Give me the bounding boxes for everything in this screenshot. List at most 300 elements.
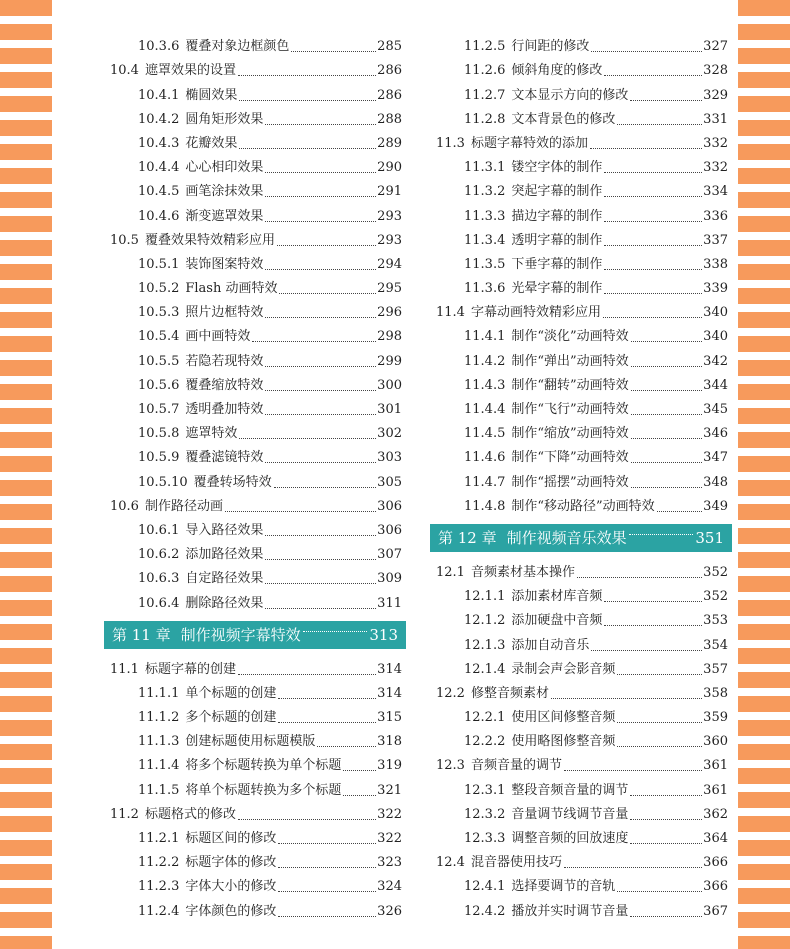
page-number: 302 <box>377 426 402 442</box>
section-number: 10.6.1 <box>138 522 180 538</box>
page-number: 364 <box>703 831 728 846</box>
section-number: 11.3.1 <box>464 160 506 176</box>
section-title: 画笔涂抹效果 <box>185 184 264 200</box>
leader-dots <box>265 582 376 584</box>
leader-dots <box>291 50 376 52</box>
section-number: 11.4.5 <box>464 426 506 442</box>
leader-dots <box>591 649 702 651</box>
section-number: 10.4.2 <box>138 111 180 127</box>
page-number: 367 <box>703 903 728 919</box>
page-number: 326 <box>377 903 402 919</box>
section-number: 12.2 <box>436 685 465 701</box>
page-number: 307 <box>377 547 402 563</box>
leader-dots <box>631 437 703 439</box>
section-title: 花瓣效果 <box>185 135 238 151</box>
toc-entry[interactable] <box>110 321 402 345</box>
leader-dots <box>265 413 376 415</box>
section-title: 将多个标题转换为单个标题 <box>185 758 342 774</box>
page-number: 353 <box>703 613 728 629</box>
page-number: 344 <box>703 377 728 393</box>
page-number: 286 <box>377 87 402 103</box>
leader-dots <box>604 171 702 173</box>
toc-entry[interactable] <box>110 104 402 128</box>
page-number: 305 <box>377 474 402 490</box>
leader-dots <box>629 534 694 535</box>
page-number: 358 <box>703 685 728 701</box>
section-number: 10.5.3 <box>138 305 180 321</box>
leader-dots <box>225 510 376 512</box>
toc-entry[interactable] <box>436 702 728 726</box>
section-title: 文本显示方向的修改 <box>511 87 629 103</box>
toc-entry[interactable] <box>110 273 402 297</box>
section-number: 12.3 <box>436 758 465 774</box>
toc-entry[interactable] <box>110 871 402 895</box>
section-number: 10.5.4 <box>138 329 180 345</box>
toc-entry[interactable] <box>436 418 728 442</box>
toc-entry[interactable] <box>436 249 728 273</box>
page-number: 309 <box>377 571 402 587</box>
toc-left-column <box>110 31 402 920</box>
section-title: 画中画特效 <box>185 329 251 345</box>
section-title: 整段音频音量的调节 <box>511 782 629 798</box>
page-number: 357 <box>703 661 728 677</box>
section-title: 制作“摇摆”动画特效 <box>511 474 629 490</box>
page-number: 299 <box>377 353 402 369</box>
toc-entry[interactable] <box>436 297 728 321</box>
page-number: 306 <box>377 498 402 514</box>
section-number: 11.2.3 <box>138 879 180 895</box>
page-number: 286 <box>377 63 402 79</box>
section-number: 11.4.8 <box>464 498 506 514</box>
section-number: 11.1.1 <box>138 685 180 701</box>
leader-dots <box>630 818 702 820</box>
chapter-page: 351 <box>695 528 724 547</box>
toc-entry[interactable] <box>436 871 728 895</box>
toc-entry[interactable] <box>110 79 402 103</box>
leader-dots <box>631 486 703 488</box>
section-title: 光晕字幕的制作 <box>511 281 603 297</box>
page-number: 324 <box>377 879 402 895</box>
section-number: 10.4.1 <box>138 87 180 103</box>
page-number: 340 <box>703 305 728 321</box>
leader-dots <box>604 220 702 222</box>
leader-dots <box>239 99 376 101</box>
leader-dots <box>604 244 702 246</box>
leader-dots <box>265 171 376 173</box>
page-number: 327 <box>703 39 728 55</box>
section-number: 12.1.4 <box>464 661 506 677</box>
section-title: 标题区间的修改 <box>185 831 277 846</box>
section-number: 11.4.1 <box>464 329 506 345</box>
section-number: 11.3.2 <box>464 184 506 200</box>
toc-entry[interactable] <box>436 225 728 249</box>
section-number: 12.4 <box>436 855 465 871</box>
chapter-title: 制作视频音乐效果 <box>506 529 627 548</box>
leader-dots <box>617 673 702 675</box>
page-number: 311 <box>377 595 402 611</box>
toc-entry[interactable] <box>110 515 402 539</box>
leader-dots <box>278 721 376 723</box>
toc-entry[interactable] <box>436 394 728 418</box>
section-title: 遮罩效果的设置 <box>144 63 236 79</box>
page-number: 361 <box>703 782 728 798</box>
toc-entry[interactable] <box>436 442 728 466</box>
page-number: 352 <box>703 589 728 605</box>
leader-dots <box>265 220 376 222</box>
page-number: 345 <box>703 402 728 417</box>
page-number: 346 <box>703 426 728 442</box>
page-number: 331 <box>703 111 728 127</box>
section-number: 10.6.3 <box>138 571 180 587</box>
leader-dots <box>630 842 702 844</box>
page-number: 314 <box>377 661 402 677</box>
toc-entry[interactable] <box>110 345 402 369</box>
toc-entry[interactable] <box>110 31 402 55</box>
leader-dots <box>564 866 702 868</box>
leader-dots <box>265 461 376 463</box>
section-number: 11.3.6 <box>464 281 506 297</box>
section-number: 11.2.2 <box>138 855 180 871</box>
leader-dots <box>604 268 702 270</box>
page-number: 349 <box>703 498 728 514</box>
leader-dots <box>265 558 376 560</box>
section-number: 11.2.6 <box>464 63 506 79</box>
page-number: 291 <box>377 184 402 200</box>
leader-dots <box>278 866 376 868</box>
leader-dots <box>631 340 703 342</box>
page-number: 290 <box>377 160 402 176</box>
page-number: 337 <box>703 232 728 248</box>
toc-entry[interactable] <box>436 629 728 653</box>
toc-entry[interactable] <box>436 31 728 55</box>
toc-entry[interactable] <box>436 466 728 490</box>
page-number: 329 <box>703 87 728 103</box>
leader-dots <box>631 413 703 415</box>
toc-entry[interactable] <box>110 152 402 176</box>
page-number: 295 <box>377 281 402 297</box>
section-number: 11.4.7 <box>464 474 506 490</box>
leader-dots <box>591 50 702 52</box>
toc-entry[interactable] <box>436 79 728 103</box>
leader-dots <box>590 147 702 149</box>
toc-entry[interactable] <box>110 297 402 321</box>
page-number: 319 <box>377 758 402 774</box>
toc-entry[interactable] <box>110 225 402 249</box>
section-number: 11.2.7 <box>464 87 506 103</box>
section-title: 若隐若现特效 <box>185 353 264 369</box>
section-title: 标题字幕特效的添加 <box>470 135 588 151</box>
leader-dots <box>617 745 702 747</box>
toc-entry[interactable] <box>436 654 728 678</box>
toc-entry[interactable] <box>110 370 402 394</box>
leader-dots <box>564 769 702 771</box>
section-title: 制作“下降”动画特效 <box>511 450 629 466</box>
toc-entry[interactable] <box>110 726 402 750</box>
page-number: 340 <box>703 329 728 345</box>
section-title: 标题字体的修改 <box>185 855 277 871</box>
section-number: 10.5.7 <box>138 402 180 417</box>
toc-entry[interactable] <box>436 370 728 394</box>
section-title: 制作“移动路径”动画特效 <box>511 498 655 514</box>
section-title: 添加自动音乐 <box>511 637 590 653</box>
page-number: 298 <box>377 329 402 345</box>
section-number: 10.6 <box>110 498 139 514</box>
chapter-heading[interactable] <box>430 524 732 552</box>
toc-entry[interactable] <box>436 104 728 128</box>
toc-entry[interactable] <box>110 128 402 152</box>
page-number: 314 <box>377 685 402 701</box>
section-number: 11.3.3 <box>464 208 506 224</box>
section-title: 制作“弹出”动画特效 <box>511 353 629 369</box>
section-title: 覆叠效果特效精彩应用 <box>144 232 275 248</box>
section-title: 音频素材基本操作 <box>470 564 575 580</box>
toc-entry[interactable] <box>110 563 402 587</box>
page-number: 360 <box>703 734 728 750</box>
section-number: 10.5.5 <box>138 353 180 369</box>
section-title: 使用略图修整音频 <box>511 734 616 750</box>
section-number: 12.1.2 <box>464 613 506 629</box>
leader-dots <box>265 316 376 318</box>
toc-right-column <box>436 31 728 920</box>
chapter-number: 第 12 章 <box>438 529 497 548</box>
toc-entry[interactable] <box>110 176 402 200</box>
toc-entry[interactable] <box>110 702 402 726</box>
leader-dots <box>239 437 376 439</box>
section-number: 12.2.2 <box>464 734 506 750</box>
leader-dots <box>604 292 702 294</box>
leader-dots <box>278 697 376 699</box>
section-title: 修整音频素材 <box>470 685 549 701</box>
section-number: 10.4.3 <box>138 135 180 151</box>
leader-dots <box>604 74 702 76</box>
toc-entry[interactable] <box>436 847 728 871</box>
toc-entry[interactable] <box>436 823 728 847</box>
toc-entry[interactable] <box>436 321 728 345</box>
page-number: 288 <box>377 111 402 127</box>
toc-entry[interactable] <box>110 491 402 515</box>
toc-entry[interactable] <box>436 557 728 581</box>
toc-entry[interactable] <box>436 152 728 176</box>
section-title: 音量调节线调节音量 <box>511 806 629 822</box>
section-number: 12.3.1 <box>464 782 506 798</box>
leader-dots <box>265 607 376 609</box>
toc-entry[interactable] <box>436 176 728 200</box>
toc-entry[interactable] <box>436 750 728 774</box>
section-title: 装饰图案特效 <box>185 256 264 272</box>
leader-dots <box>657 510 703 512</box>
leader-dots <box>265 123 376 125</box>
section-number: 11.1.2 <box>138 710 180 726</box>
page-number: 303 <box>377 450 402 466</box>
toc-entry[interactable] <box>110 539 402 563</box>
page-number: 332 <box>703 160 728 176</box>
toc-entry[interactable] <box>110 750 402 774</box>
section-title: 将单个标题转换为多个标题 <box>185 782 342 798</box>
leader-dots <box>303 631 368 632</box>
section-title: 字体大小的修改 <box>185 879 277 895</box>
page-number: 348 <box>703 474 728 490</box>
section-title: 照片边框特效 <box>185 305 264 321</box>
section-title: 镂空字体的制作 <box>511 160 603 176</box>
section-title: 标题字幕的创建 <box>144 661 236 677</box>
leader-dots <box>631 461 703 463</box>
page-number: 323 <box>377 855 402 871</box>
leader-dots <box>265 534 376 536</box>
page-number: 306 <box>377 522 402 538</box>
section-number: 10.4.4 <box>138 160 180 176</box>
section-title: 自定路径效果 <box>185 571 264 587</box>
section-number: 11.1.5 <box>138 782 180 798</box>
page-number: 315 <box>377 710 402 726</box>
page-number: 334 <box>703 184 728 200</box>
section-title: 字体颜色的修改 <box>185 903 277 919</box>
section-title: 调整音频的回放速度 <box>511 831 629 846</box>
leader-dots <box>252 340 376 342</box>
toc-entry[interactable] <box>110 418 402 442</box>
page-number: 285 <box>377 39 402 55</box>
section-number: 11.2.8 <box>464 111 506 127</box>
toc-entry[interactable] <box>110 823 402 847</box>
page-number: 294 <box>377 256 402 272</box>
toc-entry[interactable] <box>110 55 402 79</box>
section-number: 11.2.4 <box>138 903 180 919</box>
toc-entry[interactable] <box>436 678 728 702</box>
leader-dots <box>617 123 702 125</box>
page-number: 352 <box>703 564 728 580</box>
section-title: 心心相印效果 <box>185 160 264 176</box>
section-title: 添加素材库音频 <box>511 589 603 605</box>
section-title: 突起字幕的制作 <box>511 184 603 200</box>
leader-dots <box>278 842 376 844</box>
page-number: 328 <box>703 63 728 79</box>
section-title: 删除路径效果 <box>185 595 264 611</box>
section-title: 标题格式的修改 <box>144 806 236 822</box>
section-number: 11.4.3 <box>464 377 506 393</box>
leader-dots <box>604 624 702 626</box>
leader-dots <box>604 195 702 197</box>
section-number: 12.1 <box>436 564 465 580</box>
section-number: 12.3.2 <box>464 806 506 822</box>
section-title: 下垂字幕的制作 <box>511 256 603 272</box>
leader-dots <box>274 486 377 488</box>
section-title: 文本背景色的修改 <box>511 111 616 127</box>
section-number: 12.4.2 <box>464 903 506 919</box>
right-stripe-border <box>738 0 790 949</box>
page-number: 318 <box>377 734 402 750</box>
page-number: 359 <box>703 710 728 726</box>
section-number: 12.3.3 <box>464 831 506 846</box>
leader-dots <box>265 195 376 197</box>
section-number: 10.5.8 <box>138 426 180 442</box>
toc-entry[interactable] <box>436 605 728 629</box>
toc-entry[interactable] <box>110 774 402 798</box>
section-number: 11.1 <box>110 661 139 677</box>
toc-entry[interactable] <box>436 726 728 750</box>
section-title: 覆叠转场特效 <box>193 474 272 490</box>
toc-entry[interactable] <box>436 55 728 79</box>
section-title: 圆角矩形效果 <box>185 111 264 127</box>
section-title: 音频音量的调节 <box>470 758 562 774</box>
section-number: 11.1.4 <box>138 758 180 774</box>
page-number: 361 <box>703 758 728 774</box>
toc-entry[interactable] <box>110 466 402 490</box>
section-title: 行间距的修改 <box>511 39 590 55</box>
section-title: 选择要调节的音轨 <box>511 879 616 895</box>
toc-entry[interactable] <box>436 491 728 515</box>
toc-entry[interactable] <box>436 128 728 152</box>
toc-entry[interactable] <box>110 442 402 466</box>
left-stripe-border <box>0 0 52 949</box>
section-title: 覆叠对象边框颜色 <box>185 39 290 55</box>
section-number: 11.3.4 <box>464 232 506 248</box>
section-number: 11.4.2 <box>464 353 506 369</box>
section-title: 字幕动画特效精彩应用 <box>470 305 601 321</box>
toc-entry[interactable] <box>110 847 402 871</box>
leader-dots <box>617 721 702 723</box>
section-number: 11.4.4 <box>464 402 506 417</box>
section-title: 渐变遮罩效果 <box>185 208 264 224</box>
section-number: 11.1.3 <box>138 734 180 750</box>
chapter-number: 第 11 章 <box>112 626 171 644</box>
leader-dots <box>617 890 702 892</box>
leader-dots <box>630 99 702 101</box>
page-number: 293 <box>377 232 402 248</box>
page-number: 354 <box>703 637 728 653</box>
toc-entry[interactable] <box>436 774 728 798</box>
chapter-heading[interactable] <box>104 621 406 649</box>
section-number: 10.4.6 <box>138 208 180 224</box>
toc-entry[interactable] <box>110 587 402 611</box>
section-number: 11.2.5 <box>464 39 506 55</box>
toc-entry[interactable] <box>436 581 728 605</box>
toc-entry[interactable] <box>110 200 402 224</box>
toc-entry[interactable] <box>110 654 402 678</box>
section-title: 单个标题的创建 <box>185 685 277 701</box>
section-title: 制作路径动画 <box>144 498 223 514</box>
page-number: 336 <box>703 208 728 224</box>
section-number: 10.4 <box>110 63 139 79</box>
section-title: 透明叠加特效 <box>185 402 264 417</box>
page-number: 366 <box>703 879 728 895</box>
toc-entry[interactable] <box>436 200 728 224</box>
section-number: 10.5.6 <box>138 377 180 393</box>
leader-dots <box>630 794 702 796</box>
chapter-title: 制作视频字幕特效 <box>180 626 301 644</box>
toc-entry[interactable] <box>436 799 728 823</box>
toc-entry[interactable] <box>110 678 402 702</box>
section-title: 制作“翻转”动画特效 <box>511 377 629 393</box>
section-number: 11.4 <box>436 305 465 321</box>
leader-dots <box>603 316 702 318</box>
section-title: 透明字幕的制作 <box>511 232 603 248</box>
toc-entry[interactable] <box>110 249 402 273</box>
leader-dots <box>317 745 376 747</box>
toc-entry[interactable] <box>436 345 728 369</box>
section-title: 录制会声会影音频 <box>511 661 616 677</box>
toc-entry[interactable] <box>110 895 402 919</box>
page-number: 332 <box>703 135 728 151</box>
page-number: 321 <box>377 782 402 798</box>
leader-dots <box>239 147 376 149</box>
page-number: 289 <box>377 135 402 151</box>
page-number: 301 <box>377 402 402 417</box>
section-number: 10.6.4 <box>138 595 180 611</box>
section-number: 10.5 <box>110 232 139 248</box>
toc-entry[interactable] <box>436 273 728 297</box>
toc-entry[interactable] <box>436 895 728 919</box>
toc-entry[interactable] <box>110 799 402 823</box>
toc-entry[interactable] <box>110 394 402 418</box>
